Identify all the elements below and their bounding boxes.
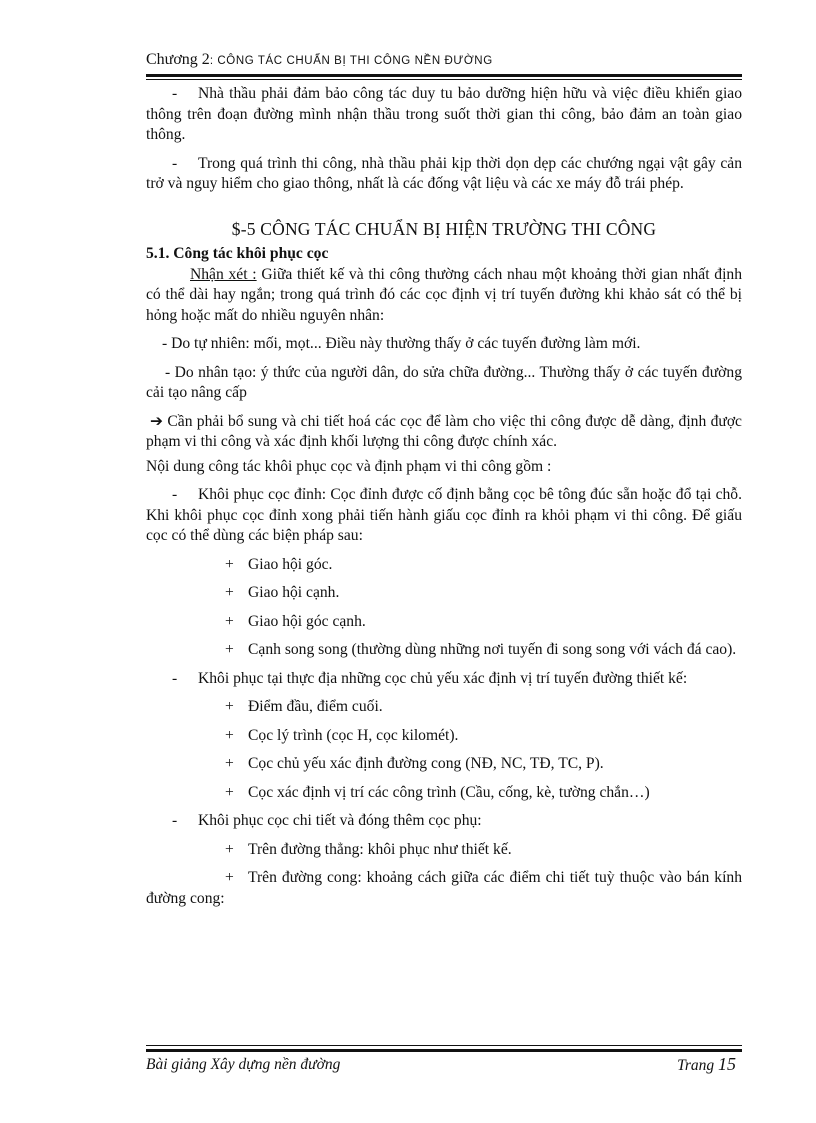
footer-title: Bài giảng Xây dựng nền đường: [146, 1056, 341, 1073]
page-header: [146, 48, 742, 74]
sub-list-item: + Giao hội cạnh.: [225, 584, 340, 601]
content-intro: Nội dung công tác khôi phục cọc và định phạm vi thi công gồm :: [146, 457, 552, 475]
note-paragraph: Nhận xét : Giữa thiết kế và thi công thường cách nhau một khoảng thời gian nhất định có thể dài hay ngắn; trong quá trình đó các cọc định vị trí tuyến đường khi khảo sát có thể bị hỏng hoặc mất do nhiều nguyên nhân:: [146, 265, 742, 324]
sub-list-item: + Cọc xác định vị trí các công trình (Cầu, cống, kè, tường chắn…): [225, 783, 650, 801]
list-item: - Khôi phục cọc chi tiết và đóng thêm cọc phụ:: [172, 812, 482, 829]
conclusion-paragraph: ➔ Cần phải bổ sung và chi tiết hoá các cọc để làm cho việc thi công được dễ dàng, định được phạm vi thi công và xác định khối lượng thi công được chính xác.: [146, 412, 742, 450]
list-item: - Khôi phục cọc đỉnh: Cọc đỉnh được cố định bằng cọc bê tông đúc sẵn hoặc đổ tại chỗ. Khi khôi phục cọc đỉnh xong phải tiến hành giấu cọc đỉnh ra khỏi phạm vi thi công. Để giấu cọc có thể dùng các biện pháp sau:: [146, 486, 742, 544]
page-body: [146, 84, 742, 909]
sub-list-item: + Giao hội góc.: [225, 555, 333, 573]
page-footer: [146, 1052, 742, 1082]
note-label: Nhận xét :: [190, 265, 257, 283]
page-number: Trang 15: [677, 1054, 736, 1074]
sub-list-item: + Cọc chủ yếu xác định đường cong (NĐ, NC, TĐ, TC, P).: [225, 755, 604, 772]
list-item: - Khôi phục tại thực địa những cọc chủ yếu xác định vị trí tuyến đường thiết kế:: [172, 669, 688, 687]
paragraph-dash: - Trong quá trình thi công, nhà thầu phải kịp thời dọn dẹp các chướng ngại vật gây cản trở và nguy hiểm cho giao thông, nhất là các đống vật liệu và các xe máy đỗ trái phép.: [146, 154, 742, 192]
cause-human: - Do nhân tạo: ý thức của người dân, do sửa chữa đường... Thường thấy ở các tuyến đường cải tạo nâng cấp: [146, 363, 742, 401]
sub-list-item: + Trên đường thẳng: khôi phục như thiết kế.: [225, 840, 512, 858]
section-heading: $-5 CÔNG TÁC CHUẨN BỊ HIỆN TRƯỜNG THI CÔNG: [231, 218, 657, 239]
sub-list-item: + Giao hội góc cạnh.: [225, 612, 366, 630]
sub-list-item: + Cọc lý trình (cọc H, cọc kilomét).: [225, 726, 459, 744]
chapter-label: Chương 2: [146, 51, 210, 68]
right-arrow-icon: ➔: [150, 412, 168, 430]
chapter-title: [146, 51, 493, 69]
chapter-name: : CÔNG TÁC CHUẨN BỊ THI CÔNG NỀN ĐƯỜNG: [209, 55, 493, 67]
header-rule-thin: [146, 79, 742, 80]
footer-rule-thin: [146, 1045, 742, 1046]
sub-list-item: + Điểm đầu, điểm cuối.: [225, 698, 383, 715]
header-rule-thick: [146, 74, 742, 77]
cause-natural: - Do tự nhiên: mối, mọt... Điều này thường thấy ở các tuyến đường làm mới.: [162, 335, 641, 352]
sub-list-item: + Cạnh song song (thường dùng những nơi tuyến đi song song với vách đá cao).: [225, 641, 737, 658]
sub-list-item: + Trên đường cong: khoảng cách giữa các điểm chi tiết tuỳ thuộc vào bán kính đường cong:: [146, 869, 742, 907]
paragraph-dash: - Nhà thầu phải đảm bảo công tác duy tu bảo dưỡng hiện hữu và việc điều khiển giao thông trên đoạn đường mình nhận thầu trong suốt thời gian thi công, bảo đảm an toàn giao thông.: [146, 85, 742, 143]
subsection-heading: 5.1. Công tác khôi phục cọc: [146, 245, 329, 262]
